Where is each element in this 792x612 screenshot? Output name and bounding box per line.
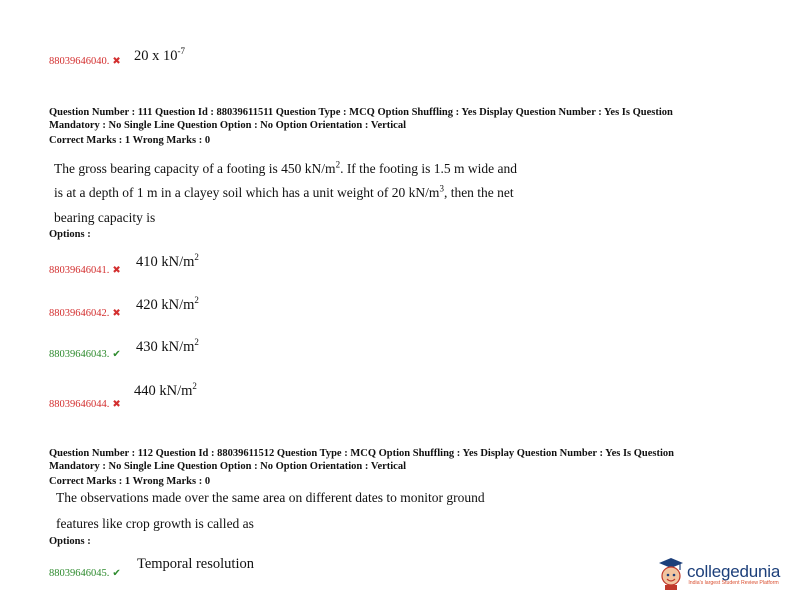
question-meta-line: Question Number : 112 Question Id : 88039611512 Question Type : MCQ Option Shuffling : Yes Display Question Number : Yes Is Question: [49, 448, 675, 459]
option-id: [49, 56, 121, 67]
option-id-text: 88039646043.: [49, 349, 110, 360]
graduate-mascot-icon: [658, 557, 684, 591]
question-meta-line: Mandatory : No Single Line Question Option : No Option Orientation : Vertical: [49, 120, 407, 131]
cross-icon: ✖: [112, 265, 121, 276]
option-id-text: 88039646045.: [49, 568, 110, 579]
question-marks: Correct Marks : 1 Wrong Marks : 0: [49, 476, 211, 487]
question-meta: [49, 447, 769, 488]
option-id: [49, 349, 121, 360]
option-id-text: 88039646041.: [49, 265, 110, 276]
option-text: [136, 254, 199, 271]
question-text-line: bearing capacity is: [54, 210, 156, 225]
superscript: 3: [439, 183, 444, 194]
text-segment: . If the footing is 1.5 m wide and: [340, 161, 518, 176]
question-meta-line: Question Number : 111 Question Id : 88039611511 Question Type : MCQ Option Shuffling : Yes Display Question Number : Yes Is Question: [49, 107, 673, 118]
option-id: [49, 399, 121, 410]
question-text-line: features like crop growth is called as: [56, 516, 254, 531]
cross-icon: ✖: [112, 308, 121, 319]
question-marks: Correct Marks : 1 Wrong Marks : 0: [49, 135, 211, 146]
option-id-text: 88039646044.: [49, 399, 110, 410]
option-id: [49, 265, 121, 276]
question-text-line: The observations made over the same area on different dates to monitor ground: [56, 490, 485, 505]
brand-logo: [658, 557, 780, 591]
superscript: 2: [194, 337, 199, 348]
brand-tagline: India's largest Student Review Platform: [688, 580, 779, 586]
option-text: Temporal resolution: [137, 556, 254, 572]
superscript: 2: [335, 159, 341, 170]
exponent: -7: [177, 46, 185, 57]
text-segment: The gross bearing capacity of a footing is 450 kN/m: [54, 161, 336, 176]
cross-icon: ✖: [112, 56, 121, 67]
superscript: 2: [194, 252, 199, 263]
check-icon: ✔: [112, 568, 121, 579]
options-label: Options :: [49, 536, 91, 547]
brand-name: collegedunia: [687, 562, 781, 581]
text-segment: , then the net: [443, 185, 514, 200]
question-meta: [49, 106, 769, 147]
option-text: [136, 339, 199, 356]
question-meta-line: Mandatory : No Single Line Question Option : No Option Orientation : Vertical: [49, 461, 407, 472]
brand-text: [687, 562, 780, 586]
superscript: 2: [194, 295, 199, 306]
text-segment: is at a depth of 1 m in a clayey soil which has a unit weight of 20 kN/m: [54, 185, 440, 200]
option-value: 20 x 10: [134, 48, 178, 64]
superscript: 2: [192, 381, 197, 392]
option-id: [49, 308, 121, 319]
option-id-text: 88039646040.: [49, 56, 110, 67]
option-value: 430 kN/m: [136, 339, 195, 355]
question-text-line: [54, 185, 514, 201]
option-id-text: 88039646042.: [49, 308, 110, 319]
options-label: Options :: [49, 229, 91, 240]
option-value: 420 kN/m: [136, 297, 195, 313]
option-text: [134, 383, 197, 400]
option-text: [136, 297, 199, 314]
option-id: [49, 568, 121, 579]
check-icon: ✔: [112, 349, 121, 360]
option-value: 410 kN/m: [136, 254, 195, 270]
question-text-line: [54, 161, 517, 177]
cross-icon: ✖: [112, 399, 121, 410]
option-value: 440 kN/m: [134, 383, 193, 399]
option-text: [134, 48, 185, 65]
